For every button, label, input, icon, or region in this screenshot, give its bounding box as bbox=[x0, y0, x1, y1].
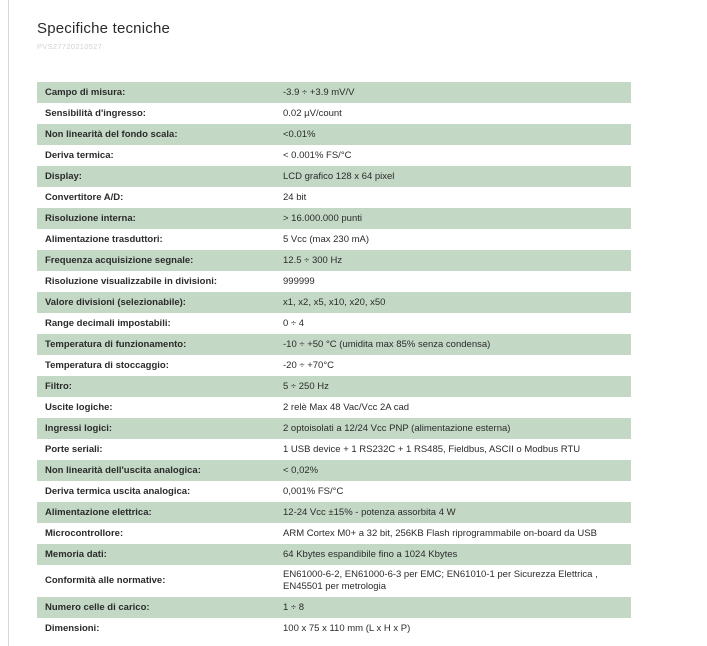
row-label: Conformità alle normative: bbox=[45, 575, 166, 586]
page-left-border bbox=[8, 0, 9, 646]
row-label: Campo di misura: bbox=[45, 86, 126, 98]
table-row bbox=[37, 292, 631, 313]
table-row bbox=[37, 481, 631, 502]
table-row bbox=[37, 355, 631, 376]
row-label: Display: bbox=[45, 170, 82, 182]
row-value: 24 bit bbox=[283, 191, 307, 203]
table-row bbox=[37, 376, 631, 397]
row-value: 64 Kbytes espandibile fino a 1024 Kbytes bbox=[283, 548, 458, 560]
row-value: 5 Vcc (max 230 mA) bbox=[283, 233, 370, 245]
row-value: 0 ÷ 4 bbox=[283, 317, 305, 329]
row-value: > 16.000.000 punti bbox=[283, 212, 362, 224]
row-value: -10 ÷ +50 °C (umidita max 85% senza condensa) bbox=[283, 338, 491, 350]
table-row bbox=[37, 334, 631, 355]
table-row bbox=[37, 313, 631, 334]
table-row bbox=[37, 271, 631, 292]
row-label: Dimensioni: bbox=[45, 622, 100, 634]
table-row bbox=[37, 124, 631, 145]
table-row bbox=[37, 597, 631, 618]
row-label: Range decimali impostabili: bbox=[45, 317, 171, 329]
table-row bbox=[37, 523, 631, 544]
document-code: PVS27720210527 bbox=[37, 42, 103, 51]
row-label: Frequenza acquisizione segnale: bbox=[45, 254, 194, 266]
row-value: EN61000-6-2, EN61000-6-3 per EMC; EN61010-1 per Sicurezza Elettrica , EN45501 per metrologia bbox=[283, 569, 598, 592]
row-label: Temperatura di funzionamento: bbox=[45, 338, 187, 350]
row-value: LCD grafico 128 x 64 pixel bbox=[283, 170, 395, 182]
row-label: Ingressi logici: bbox=[45, 422, 113, 434]
table-row bbox=[37, 229, 631, 250]
row-label: Temperatura di stoccaggio: bbox=[45, 359, 169, 371]
row-value: 1 USB device + 1 RS232C + 1 RS485, Fieldbus, ASCII o Modbus RTU bbox=[283, 443, 581, 455]
row-value: 0.02 µV/count bbox=[283, 107, 342, 119]
table-row bbox=[37, 166, 631, 187]
page-title: Specifiche tecniche bbox=[37, 20, 171, 37]
row-label: Deriva termica uscita analogica: bbox=[45, 485, 191, 497]
row-label: Convertitore A/D: bbox=[45, 191, 124, 203]
row-value: < 0.001% FS/°C bbox=[283, 149, 352, 161]
table-row bbox=[37, 103, 631, 124]
row-value: 100 x 75 x 110 mm (L x H x P) bbox=[283, 622, 411, 634]
row-label: Risoluzione visualizzabile in divisioni: bbox=[45, 275, 218, 287]
table-row bbox=[37, 460, 631, 481]
row-value: 0,001% FS/°C bbox=[283, 485, 344, 497]
table-row bbox=[37, 208, 631, 229]
row-label: Non linearità del fondo scala: bbox=[45, 128, 178, 140]
row-label: Filtro: bbox=[45, 380, 72, 392]
row-label: Microcontrollore: bbox=[45, 527, 124, 539]
row-value: <0.01% bbox=[283, 128, 316, 140]
table-row bbox=[37, 502, 631, 523]
table-row bbox=[37, 145, 631, 166]
row-label: Porte seriali: bbox=[45, 443, 103, 455]
row-value: < 0,02% bbox=[283, 464, 319, 476]
table-row bbox=[37, 397, 631, 418]
row-label: Deriva termica: bbox=[45, 149, 114, 161]
row-value: 999999 bbox=[283, 275, 315, 287]
table-row bbox=[37, 565, 631, 597]
row-label: Valore divisioni (selezionabile): bbox=[45, 296, 186, 308]
row-label: Numero celle di carico: bbox=[45, 601, 150, 613]
row-label: Alimentazione trasduttori: bbox=[45, 233, 163, 245]
row-value: -20 ÷ +70°C bbox=[283, 359, 334, 371]
spec-table bbox=[37, 82, 631, 639]
row-value: 2 relè Max 48 Vac/Vcc 2A cad bbox=[283, 401, 410, 413]
row-value: 1 ÷ 8 bbox=[283, 601, 305, 613]
table-row bbox=[37, 187, 631, 208]
row-label: Sensibilità d'ingresso: bbox=[45, 107, 146, 119]
table-row bbox=[37, 82, 631, 103]
row-value: ARM Cortex M0+ a 32 bit, 256KB Flash riprogrammabile on-board da USB bbox=[283, 527, 597, 539]
row-label: Memoria dati: bbox=[45, 548, 107, 560]
row-value: 12-24 Vcc ±15% - potenza assorbita 4 W bbox=[283, 506, 456, 518]
row-value: 2 optoisolati a 12/24 Vcc PNP (alimentazione esterna) bbox=[283, 422, 511, 434]
row-value: x1, x2, x5, x10, x20, x50 bbox=[283, 296, 386, 308]
table-row bbox=[37, 418, 631, 439]
row-value: 5 ÷ 250 Hz bbox=[283, 380, 329, 392]
row-label: Risoluzione interna: bbox=[45, 212, 136, 224]
row-value: -3.9 ÷ +3.9 mV/V bbox=[283, 86, 355, 98]
row-label: Alimentazione elettrica: bbox=[45, 506, 152, 518]
row-label: Uscite logiche: bbox=[45, 401, 113, 413]
row-label: Non linearità dell'uscita analogica: bbox=[45, 464, 201, 476]
table-row bbox=[37, 439, 631, 460]
table-row bbox=[37, 544, 631, 565]
table-row bbox=[37, 250, 631, 271]
row-value: 12.5 ÷ 300 Hz bbox=[283, 254, 343, 266]
table-row bbox=[37, 618, 631, 639]
